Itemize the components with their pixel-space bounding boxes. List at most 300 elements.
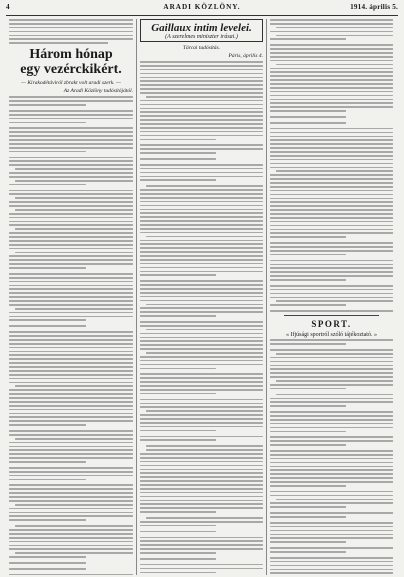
text-line — [9, 488, 133, 490]
text-line — [270, 506, 346, 508]
text-line — [270, 526, 393, 528]
text-line — [9, 512, 133, 514]
text-line — [270, 561, 393, 563]
text-line — [270, 444, 346, 446]
text-line — [9, 319, 86, 321]
text-line — [140, 135, 263, 137]
text-line — [9, 405, 133, 407]
text-line — [9, 354, 133, 356]
text-line — [140, 552, 216, 554]
text-line — [270, 83, 393, 85]
text-line — [270, 159, 393, 161]
text-line — [140, 484, 263, 486]
text-line — [9, 190, 133, 192]
column-3 — [266, 19, 396, 575]
sport-note: « Ifjúsági sportról szóló tájékoztató. » — [286, 332, 377, 339]
text-line — [9, 248, 133, 250]
text-line — [9, 519, 86, 521]
issue-date: 1914. április 5. — [350, 3, 398, 11]
text-line — [140, 537, 263, 539]
text-line — [9, 131, 133, 133]
text-line — [270, 151, 393, 153]
text-line — [9, 397, 133, 399]
text-line — [140, 292, 263, 294]
text-line — [9, 401, 133, 403]
text-line — [146, 352, 263, 354]
text-line — [9, 461, 86, 463]
text-line — [270, 293, 393, 295]
text-line — [9, 574, 133, 575]
text-line — [9, 184, 86, 186]
text-line — [270, 477, 393, 479]
text-line — [140, 123, 263, 125]
text-line — [276, 35, 393, 37]
text-line — [270, 357, 393, 359]
text-line — [270, 343, 346, 345]
text-line — [9, 545, 133, 547]
text-line — [140, 148, 263, 150]
text-line — [9, 508, 133, 510]
text-line — [270, 304, 346, 306]
text-line — [140, 73, 263, 75]
text-line — [9, 449, 133, 451]
text-line — [9, 213, 133, 215]
text-line — [140, 480, 263, 482]
text-line — [270, 440, 393, 442]
text-line — [9, 500, 133, 502]
text-line — [270, 102, 393, 104]
text-line — [270, 572, 393, 574]
text-line — [15, 504, 133, 506]
text-line — [270, 469, 393, 471]
text-line — [140, 152, 216, 154]
text-line — [9, 147, 133, 149]
page-number: 4 — [6, 3, 10, 11]
text-line — [9, 217, 133, 219]
text-line — [270, 372, 393, 374]
text-line — [270, 485, 346, 487]
text-line — [9, 273, 133, 275]
text-line — [146, 96, 263, 98]
text-line — [140, 288, 263, 290]
text-line — [15, 438, 133, 440]
text-line — [270, 569, 393, 571]
text-line — [15, 197, 133, 199]
text-line — [270, 19, 393, 21]
text-line — [9, 568, 86, 570]
text-line — [270, 246, 393, 248]
text-line — [276, 353, 393, 355]
text-line — [9, 416, 133, 418]
text-line — [9, 221, 133, 223]
text-line — [9, 556, 86, 558]
page-header — [6, 3, 398, 16]
text-line — [140, 430, 216, 432]
text-line — [140, 507, 263, 509]
text-line — [270, 310, 393, 312]
text-line — [270, 167, 393, 169]
text-line — [9, 244, 133, 246]
text-line — [9, 100, 133, 102]
text-line — [9, 541, 133, 543]
text-line — [270, 56, 393, 58]
text-line — [9, 335, 133, 337]
text-line — [15, 228, 133, 230]
text-line — [270, 285, 393, 287]
text-line — [140, 315, 216, 317]
text-line — [9, 122, 86, 124]
text-line — [140, 119, 263, 121]
article-body-3b — [270, 339, 393, 575]
text-line — [270, 163, 393, 165]
text-line — [140, 457, 263, 459]
text-line — [9, 457, 133, 459]
text-line — [140, 368, 216, 370]
text-line — [9, 479, 86, 481]
text-line — [276, 300, 393, 302]
text-line — [9, 382, 133, 384]
text-line — [9, 548, 133, 550]
text-line — [270, 213, 393, 215]
text-line — [140, 548, 263, 550]
text-line — [270, 48, 393, 50]
text-line — [270, 31, 393, 33]
text-line — [270, 122, 346, 124]
text-line — [270, 182, 393, 184]
text-line — [15, 180, 133, 182]
text-line — [270, 462, 393, 464]
text-line — [270, 71, 393, 73]
text-line — [270, 44, 393, 46]
text-line — [140, 333, 263, 335]
text-line — [140, 436, 263, 438]
text-line — [270, 557, 393, 559]
text-line — [270, 250, 393, 252]
text-line — [140, 511, 216, 513]
text-line — [140, 65, 263, 67]
text-line — [9, 164, 133, 166]
text-line — [140, 568, 263, 570]
text-line — [15, 308, 133, 310]
text-line — [140, 476, 263, 478]
article-box-header — [140, 19, 263, 42]
text-line — [140, 197, 263, 199]
text-line — [140, 80, 263, 82]
text-line — [140, 465, 263, 467]
text-line — [140, 131, 263, 133]
text-line — [270, 349, 393, 351]
text-line — [140, 274, 216, 276]
text-line — [270, 491, 393, 493]
text-line — [9, 430, 133, 432]
text-line — [9, 205, 133, 207]
text-line — [9, 413, 133, 415]
text-line — [140, 263, 263, 265]
text-line — [270, 201, 393, 203]
text-line — [15, 209, 133, 211]
text-line — [140, 381, 263, 383]
text-line — [270, 275, 393, 277]
text-line — [270, 547, 393, 549]
text-line — [270, 502, 393, 504]
text-line — [140, 251, 263, 253]
text-line — [9, 475, 133, 477]
text-line — [140, 340, 263, 342]
text-line — [9, 304, 133, 306]
text-line — [140, 373, 263, 375]
article-body-2 — [140, 61, 263, 575]
text-line — [9, 529, 133, 531]
text-line — [270, 450, 393, 452]
text-line — [276, 64, 393, 66]
text-line — [146, 410, 263, 412]
text-line — [140, 158, 216, 160]
article-subhead-1: — Kirakodétáviról zbrakt volt aradi szerk. — — [21, 80, 121, 87]
text-line — [140, 418, 263, 420]
text-line — [140, 271, 263, 273]
text-line — [9, 358, 133, 360]
text-line — [9, 285, 133, 287]
text-line — [140, 232, 263, 234]
text-line — [140, 108, 263, 110]
text-line — [270, 516, 346, 518]
text-line — [140, 461, 263, 463]
text-line — [140, 348, 263, 350]
text-line — [140, 69, 263, 71]
text-line — [146, 517, 263, 519]
text-line — [270, 264, 393, 266]
text-line — [15, 525, 133, 527]
text-line — [140, 205, 263, 207]
text-line — [9, 562, 86, 564]
text-line — [140, 201, 263, 203]
text-line — [270, 534, 393, 536]
text-line — [9, 471, 133, 473]
text-line — [270, 205, 393, 207]
text-line — [270, 473, 393, 475]
text-line — [9, 292, 133, 294]
text-line — [140, 472, 263, 474]
text-line — [270, 401, 393, 403]
text-line — [9, 537, 133, 539]
text-line — [146, 185, 263, 187]
text-line — [270, 419, 393, 421]
place-date: Páris, április 4. — [228, 53, 263, 59]
text-line — [9, 139, 133, 141]
text-line — [140, 209, 263, 211]
text-line — [140, 531, 216, 533]
text-line — [270, 139, 393, 141]
text-line — [140, 403, 263, 405]
text-line — [9, 224, 133, 226]
text-line — [270, 209, 393, 211]
text-line — [9, 232, 133, 234]
text-line — [140, 344, 263, 346]
text-line — [270, 242, 393, 244]
text-line — [140, 496, 263, 498]
text-line — [140, 488, 263, 490]
text-line — [9, 288, 133, 290]
text-line — [15, 552, 133, 554]
text-line — [140, 521, 263, 523]
text-line — [270, 454, 393, 456]
text-line — [270, 60, 393, 62]
text-line — [9, 118, 133, 120]
text-line — [270, 466, 393, 468]
text-line — [270, 217, 393, 219]
text-line — [9, 135, 133, 137]
text-line — [270, 198, 393, 200]
text-line — [140, 500, 263, 502]
text-line — [146, 449, 263, 451]
text-line — [140, 164, 263, 166]
text-line — [9, 351, 133, 353]
text-line — [270, 361, 393, 363]
text-line — [9, 267, 86, 269]
text-line — [270, 267, 393, 269]
text-line — [140, 377, 263, 379]
text-line — [140, 525, 216, 527]
text-line — [270, 297, 393, 299]
text-line — [140, 144, 263, 146]
text-line — [140, 469, 263, 471]
text-line — [270, 339, 393, 341]
text-line — [270, 143, 393, 145]
text-line — [9, 127, 133, 129]
article-body-1 — [9, 96, 133, 575]
text-line — [146, 329, 263, 331]
text-line — [140, 77, 263, 79]
text-line — [270, 236, 346, 238]
text-line — [276, 499, 393, 501]
text-line — [15, 168, 133, 170]
text-line — [270, 368, 393, 370]
text-line — [270, 68, 393, 70]
text-line — [15, 385, 133, 387]
text-line — [270, 136, 393, 138]
text-line — [140, 176, 263, 178]
box-note: Tárcai tudósítás. — [182, 45, 221, 51]
text-line — [270, 279, 346, 281]
text-line — [140, 100, 263, 102]
text-line — [9, 172, 133, 174]
text-line — [270, 384, 393, 386]
text-line — [140, 564, 263, 566]
text-line — [270, 99, 393, 101]
text-line — [276, 394, 393, 396]
text-line — [9, 434, 133, 436]
text-line — [270, 186, 393, 188]
text-line — [140, 540, 263, 542]
text-line — [270, 271, 393, 273]
text-line — [9, 378, 133, 380]
text-line — [140, 393, 216, 395]
text-line — [9, 339, 133, 341]
text-line — [9, 277, 133, 279]
text-line — [140, 325, 263, 327]
text-line — [270, 388, 346, 390]
text-line — [270, 106, 393, 108]
column-2 — [136, 19, 266, 575]
text-line — [270, 116, 346, 118]
text-line — [140, 364, 263, 366]
columns — [6, 19, 398, 575]
text-line — [9, 143, 133, 145]
text-line — [9, 484, 133, 486]
text-line — [140, 212, 263, 214]
text-line — [140, 414, 263, 416]
text-line — [270, 522, 393, 524]
text-line — [9, 496, 133, 498]
text-line — [270, 537, 393, 539]
newspaper-title: ARADI KÖZLÖNY. — [163, 3, 241, 11]
text-line — [270, 52, 393, 54]
text-line — [140, 88, 263, 90]
text-line — [140, 389, 263, 391]
text-line — [140, 255, 263, 257]
section-divider — [284, 315, 379, 316]
text-line — [270, 411, 393, 413]
text-line — [9, 393, 133, 395]
text-line — [270, 232, 393, 234]
text-line — [270, 530, 393, 532]
text-line — [140, 193, 263, 195]
text-line — [9, 409, 133, 411]
text-line — [140, 259, 263, 261]
text-line — [9, 296, 133, 298]
text-line — [270, 38, 346, 40]
text-line — [140, 321, 263, 323]
text-line — [270, 87, 393, 89]
text-line — [146, 304, 263, 306]
text-line — [140, 422, 263, 424]
text-line — [270, 481, 393, 483]
text-line — [140, 296, 263, 298]
text-line — [9, 255, 133, 257]
text-line — [270, 221, 393, 223]
text-line — [146, 236, 263, 238]
text-line — [140, 337, 263, 339]
sport-headline: SPORT. — [311, 318, 352, 329]
text-line — [140, 558, 216, 560]
text-line — [140, 228, 263, 230]
text-line — [140, 224, 263, 226]
text-line — [9, 446, 133, 448]
text-line — [270, 147, 393, 149]
text-line — [140, 92, 263, 94]
text-line — [140, 399, 263, 401]
text-line — [9, 281, 133, 283]
text-line — [140, 247, 263, 249]
text-line — [9, 331, 133, 333]
text-line — [270, 110, 346, 112]
text-line — [140, 104, 263, 106]
article-headline-1: Három hónap egy vezérckikért. — [20, 46, 122, 77]
text-line — [270, 565, 393, 567]
text-line — [140, 189, 263, 191]
text-line — [140, 111, 263, 113]
text-line — [276, 170, 393, 172]
text-line — [270, 431, 346, 433]
text-line — [270, 512, 393, 514]
text-line — [15, 252, 133, 254]
text-line — [140, 139, 216, 141]
text-line — [140, 127, 263, 129]
text-line — [9, 347, 133, 349]
text-line — [9, 492, 133, 494]
text-line — [140, 385, 263, 387]
text-line — [270, 495, 393, 497]
